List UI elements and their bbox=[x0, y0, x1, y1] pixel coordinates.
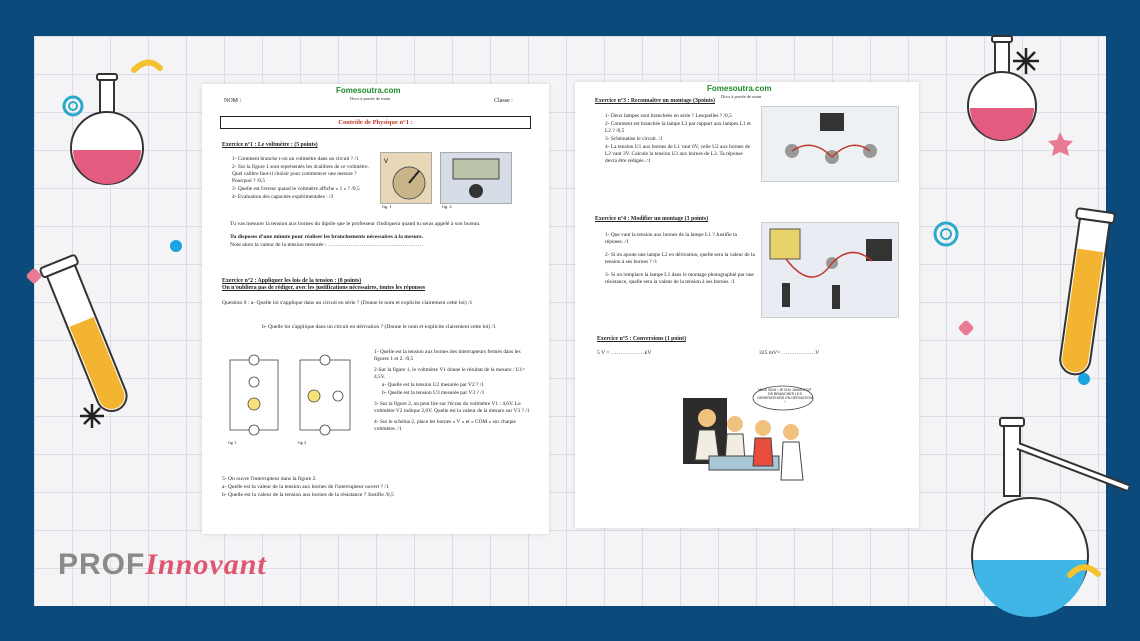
exercise-5-title: Exercice n°5 : Conversions (1 point) bbox=[597, 336, 686, 342]
fomesoutra-logo: Fomesoutra.com bbox=[336, 86, 401, 95]
question-5a: a- Quelle est la valeur de la tension aux bornes de l'interrupteur ouvert ? /1 bbox=[222, 484, 389, 490]
list-item: 3- Schématise le circuit. /1 bbox=[605, 136, 663, 143]
exercise-1-list bbox=[232, 156, 376, 202]
list-item: 2- Sur la figure 1 sont représentés les 4calibres de ce voltmètre. Quel calibre faut-il choisir pour commencer une mesure ? Pourquoi ? /0,5 bbox=[232, 164, 369, 185]
exam-page-1 bbox=[202, 84, 549, 534]
conversion-1: 5 V = ………………kV bbox=[597, 350, 652, 356]
question-0b: b- Quelle loi s'applique dans un circuit en dérivation ? (Donne le nom et explicite clairement cette loi) /1 bbox=[262, 324, 497, 330]
prof-innovant-logo bbox=[58, 548, 267, 582]
test-tube-right-icon bbox=[1054, 208, 1115, 377]
list-item: 4- Evaluation des capacités expérimentales : /3 bbox=[232, 194, 334, 201]
fig-a-caption: fig 1 bbox=[228, 440, 237, 445]
exercise-3-title: Exercice n°3 : Reconnaître un montage (3points) bbox=[595, 98, 715, 104]
circuit-diagrams bbox=[222, 346, 372, 446]
classe-label: Classe : bbox=[494, 98, 513, 104]
question-5: 5- On ouvre l'interrupteur dans la figure 2. bbox=[222, 476, 317, 482]
list-item: 4- Sur le schéma 2, place les bornes « V » et « COM » sur chaque voltmètre. /1 bbox=[374, 419, 516, 433]
fig-b-caption: fig 2 bbox=[298, 440, 307, 445]
logo-subtitle: Docs à portée de main bbox=[350, 96, 391, 101]
fomesoutra-logo: Fomesoutra.com bbox=[707, 84, 772, 93]
exercise-3-list bbox=[605, 113, 755, 166]
question-0a: Question 0 : a- Quelle loi s'applique dans un circuit en série ? (Donne le nom et explicite clairement cette loi) /1 bbox=[222, 300, 473, 306]
cartoon-illustration bbox=[679, 384, 819, 488]
list-item: 3- Sur la figure 2, on peut lire sur l'écran du voltmètre V1 : 4,6V. Le voltmètre V2 indique 2,6V. Quelle est la valeur de la mesure sur V3 ? /1 bbox=[374, 401, 530, 415]
exercise-2-title: Exercice n°2 : Appliquer les lois de la tension : (8 points) bbox=[222, 278, 362, 284]
list-item: b- Quelle est la tension U3 mesurée par V3 ? /1 bbox=[382, 390, 485, 397]
dot-icon bbox=[170, 240, 182, 252]
speech-bubble-text: MAIS NON ! JE N'AI JAMAIS DIT DE BRANCHER LES GENERATEURS EN DERIVATION ! bbox=[757, 388, 813, 405]
exercise-1-instruction: Tu vas mesurer la tension aux bornes du dipôle que le professeur t'indiquera quand tu seras appelé à son bureau. bbox=[230, 221, 481, 227]
conversion-2: 325 mV= ………………V bbox=[759, 350, 820, 356]
exercise-4-list bbox=[605, 232, 755, 287]
list-item: a- Quelle est la tension U2 mesurée par V2 ? /1 bbox=[382, 382, 484, 389]
test-tube-left-icon bbox=[40, 254, 135, 417]
swirl-yellow-icon bbox=[134, 62, 160, 70]
nom-label: NOM : bbox=[224, 98, 242, 104]
question-5b: b- Quelle est la valeur de la tension aux bornes de la résistance ? Justifie /0,5 bbox=[222, 492, 394, 498]
star-icon bbox=[1048, 132, 1073, 156]
exercise-2-list bbox=[374, 349, 530, 434]
circuit-photo-4 bbox=[761, 222, 899, 318]
list-item: 2- Comment est branchée la lampe L3 par rapport aux lampes L1 et L2 ? /0,5 bbox=[605, 121, 751, 135]
list-item: 3- Si on remplace la lampe L1 dans le montage photographié par une résistance, quelle sera la valeur de la tension à ses bornes. /1 bbox=[605, 272, 754, 286]
brand-part-1: PROF bbox=[58, 548, 146, 581]
exercise-1-instruction-bold: Tu disposes d'une minute pour réaliser les branchements nécessaires à la mesure. bbox=[230, 234, 423, 240]
exercise-1-title: Exercice n°1 : Le voltmètre : (5 points) bbox=[222, 142, 318, 148]
svg-text:V: V bbox=[384, 159, 389, 165]
exam-page-2 bbox=[575, 82, 919, 528]
list-item: 2- Si on ajoute une lampe L2 en dérivation, quelle sera la valeur de la tension à ses bornes ? /1 bbox=[605, 252, 755, 266]
circuit-photo-3 bbox=[761, 106, 899, 182]
brand-part-2: Innovant bbox=[145, 548, 267, 581]
exercise-2-subtitle: On n'oubliera pas de rédiger, avec les justifications nécessaires, toutes les réponses bbox=[222, 285, 426, 291]
spiral-icon bbox=[64, 97, 82, 115]
exam-title: Contrôle de Physique n°1 : bbox=[220, 116, 531, 129]
list-item: 3- Quelle est l'erreur quand le voltmètre affiche « 1 » ? /0,5 bbox=[232, 186, 360, 193]
voltmeter-digital-photo bbox=[440, 152, 512, 204]
list-item: 4- La tension U1 aux bornes de L1 vaut 6V, celle U2 aux bornes de L2 vaut 3V. Calcule la tension U3 aux bornes de L3. Ta réponse devra être rédigée. /1 bbox=[605, 144, 750, 165]
fig-2-caption: fig. 2 bbox=[442, 204, 452, 209]
exercise-4-title: Exercice n°4 : Modifier un montage (3 points) bbox=[595, 216, 709, 222]
list-item: 1- Comment branche t-on un voltmètre dans un circuit ? /1 bbox=[232, 156, 359, 162]
list-item: 1- Deux lampes sont branchées en série ? Lesquelles ? /0,5 bbox=[605, 113, 732, 119]
exercise-1-measure-line: Note alors la valeur de la tension mesurée : …………………………………………… bbox=[230, 242, 424, 248]
list-item: 1- Que vaut la tension aux bornes de la lampe L1 ? Justifie ta réponse. /1 bbox=[605, 232, 737, 246]
logo-subtitle: Docs à portée de main bbox=[721, 94, 762, 99]
list-item: 1- Quelle est la tension aux bornes des interrupteurs fermés dans les figures 1 et 2. /0,5 bbox=[374, 349, 521, 363]
round-flask-left-icon bbox=[71, 74, 143, 184]
list-item: 2-Sur la figure 1, le voltmètre V1 donne le résultat de la mesure : U1= 4,5V. bbox=[374, 367, 526, 381]
distillation-flask-icon bbox=[972, 418, 1128, 617]
fig-1-caption: fig. 1 bbox=[382, 204, 392, 209]
voltmeter-dial-photo bbox=[380, 152, 432, 204]
